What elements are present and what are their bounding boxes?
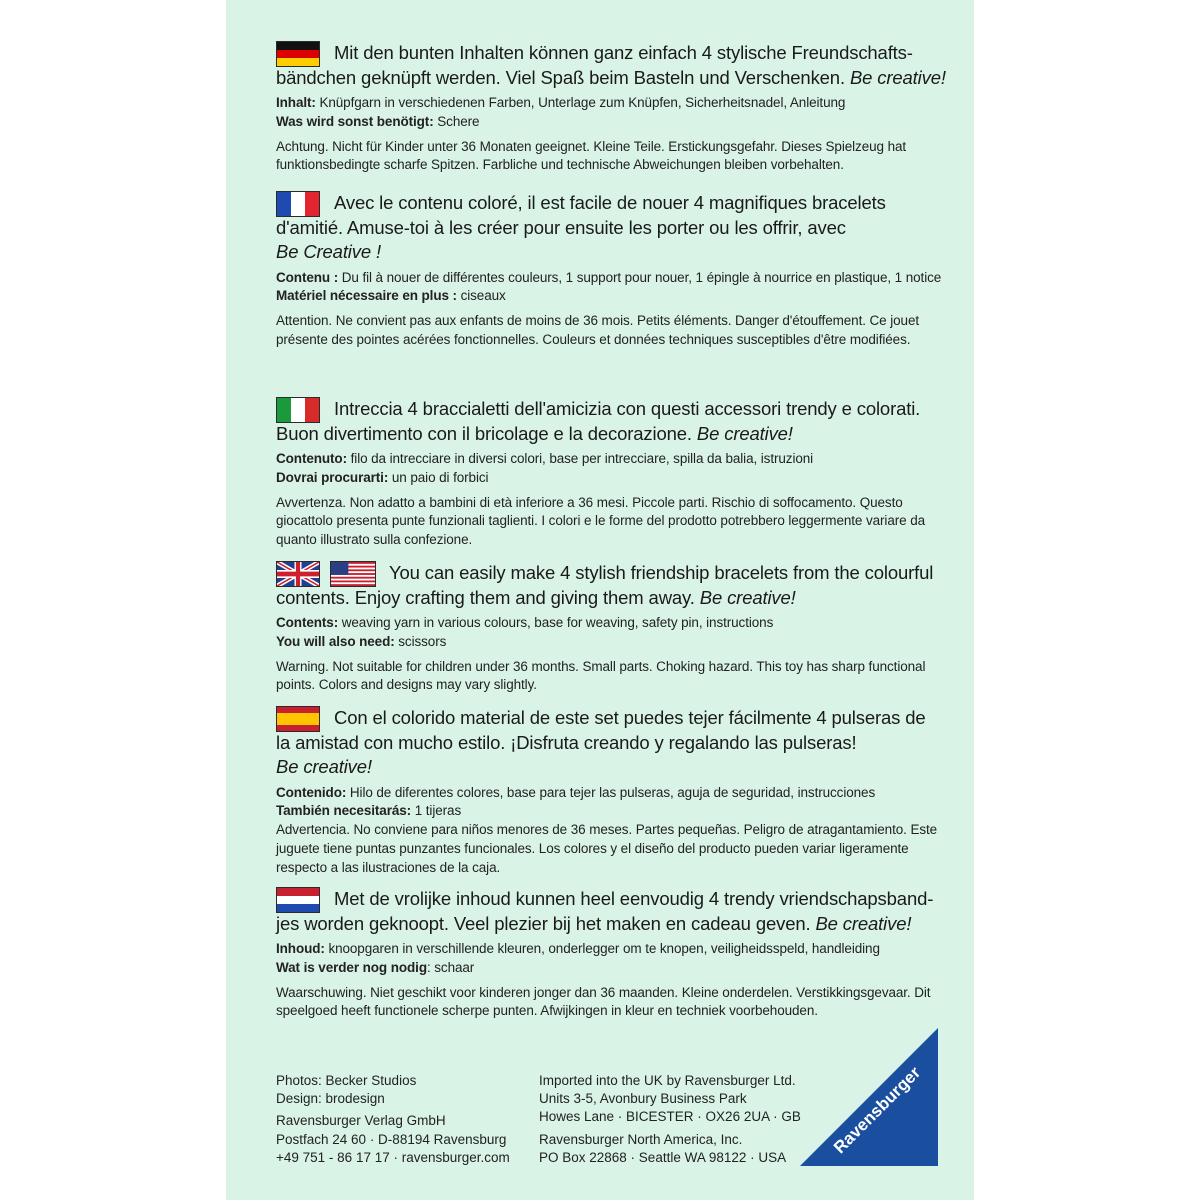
credits-block [276,1072,510,1167]
lead-tagline: Be Creative ! [276,241,381,262]
lead-text [276,706,948,780]
credit-photos: Photos: Becker Studios [276,1073,417,1088]
lead-line-1: Avec le contenu coloré, il est facile de nouer 4 magnifiques bracelets [334,192,886,213]
contents-line [276,940,948,959]
need-text: un paio di forbici [391,469,489,485]
lead-text [276,561,948,610]
lead-line-1: You can easily make 4 stylish friendship bracelets from the colourful [389,562,934,583]
contents-text: filo da intrecciare in diversi colori, base per intrecciare, spilla da balia, istruzioni [350,451,814,466]
spain-flag-icon [276,706,320,732]
lead-line-2: jes worden geknoopt. Veel plezier bij het maken en cadeau geven. [276,912,811,934]
contents-label: Inhoud: [276,941,325,956]
contents-text: Hilo de diferentes colores, base para tejer las pulseras, aguja de seguridad, instrucciones [349,784,876,800]
france-flag-icon [276,191,320,217]
uk-flag-icon [276,561,320,587]
section-spanish [276,706,948,877]
contents-label: Contenu : [276,269,339,285]
lead-text [276,887,948,936]
section-dutch [276,887,948,1021]
warning-text: Advertencia. No conviene para niños menores de 36 meses. Partes pequeñas. Peligro de atragantamiento. Este juguete tiene puntas punzantes funcionales. Los colores y el diseño del producto pueden variar ligeramente respecto a las ilustraciones de la caja. [276,822,938,875]
contents-text: knoopgaren in verschillende kleuren, onderlegger om te knopen, veiligheidsspeld, handleiding [328,941,880,956]
contents-line [276,614,948,633]
importer-line-1: Imported into the UK by Ravensburger Ltd. [539,1073,796,1088]
warning-text: Attention. Ne convient pas aux enfants de moins de 36 mois. Petits éléments. Danger d'étouffement. Ce jouet présente des pointes acérées fonctionnelles. Couleurs et données techniques susceptibles d'être modifiées. [276,313,920,347]
lead-line-2: d'amitié. Amuse-toi à les créer pour ensuite les porter ou les offrir, avec [276,216,846,238]
section-french [276,191,948,350]
need-label: You will also need: [276,633,395,649]
contents-label: Contenido: [276,784,347,800]
warning-text: Avvertenza. Non adatto a bambini di età inferiore a 36 mesi. Piccole parti. Rischio di soffocamento. Questo giocattolo presenta punte funzionali taglienti. I colori e le forme del prodotto potrebbero leggermente variare da quanto illustrato sulla confezione. [276,494,926,548]
lead-line-1: Intreccia 4 braccialetti dell'amicizia con questi accessori trendy e colorati. [334,398,921,419]
credit-address: Postfach 24 60 · D-88194 Ravensburg [276,1131,507,1147]
contents-line [276,784,948,803]
lead-line-2: contents. Enjoy crafting them and giving them away. [276,586,695,608]
need-label: Was wird sonst benötigt: [276,113,434,129]
need-line [276,287,948,306]
need-text: : schaar [426,959,475,975]
need-line [276,802,948,821]
lead-line-1: Mit den bunten Inhalten können ganz einfach 4 stylische Freundschafts- [334,42,913,63]
lead-line-2: la amistad con mucho estilo. ¡Disfruta creando y regalando las pulseras! [276,731,857,753]
warning-text: Waarschuwing. Niet geschikt voor kinderen jonger dan 36 maanden. Kleine onderdelen. Verstikkingsgevaar. Dit speelgoed heeft functionele scherpe punten. Afwijkingen in kleur en techniek voorbehouden. [276,984,931,1019]
italy-flag-icon [276,397,320,423]
need-line [276,113,948,132]
logo-text: Ravensburger [829,1062,925,1158]
ravensburger-logo [800,1028,938,1166]
need-label: Wat is verder nog nodig [276,959,427,975]
warning-text: Achtung. Nicht für Kinder unter 36 Monaten geeignet. Kleine Teile. Erstickungsgefahr. Dieses Spielzeug hat funktionsbedingte scharfe Spitzen. Farbliche und technische Abweichungen bleiben vorbehalten. [276,138,907,173]
lead-text [276,41,948,90]
contents-line [276,450,948,469]
need-label: Dovrai procurarti: [276,469,389,485]
contents-line [276,269,948,288]
contents-text: Du fil à nouer de différentes couleurs, 1 support pour nouer, 1 épingle à nourrice en plastique, 1 notice [341,269,942,285]
contents-label: Inhalt: [276,95,316,110]
contents-text: weaving yarn in various colours, base for weaving, safety pin, instructions [341,615,774,630]
contents-line [276,94,948,113]
credit-company: Ravensburger Verlag GmbH [276,1113,446,1129]
need-text: 1 tijeras [414,803,462,819]
contents-label: Contents: [276,615,339,630]
importer-line-3: Howes Lane · BICESTER · OX26 2UA · GB [539,1109,801,1125]
credit-contact: +49 751 - 86 17 17 · ravensburger.com [276,1149,510,1165]
netherlands-flag-icon [276,887,320,913]
section-italian [276,397,948,550]
need-line [276,469,948,488]
lead-tagline: Be creative! [699,586,796,608]
germany-flag-icon [276,41,320,67]
lead-tagline: Be creative! [815,912,912,934]
lead-line-1: Met de vrolijke inhoud kunnen heel eenvoudig 4 trendy vriendschapsband- [334,888,934,909]
need-line [276,633,948,652]
need-text: Schere [437,113,480,129]
lead-line-1: Con el colorido material de este set puedes tejer fácilmente 4 pulseras de [334,707,926,728]
lead-tagline: Be creative! [276,756,372,777]
contents-label: Contenuto: [276,451,347,466]
package-back-panel [226,0,974,1200]
us-flag-icon [330,561,376,587]
section-german [276,41,948,175]
need-text: ciseaux [460,288,506,304]
credit-design: Design: brodesign [276,1091,385,1107]
contents-text: Knüpfgarn in verschiedenen Farben, Unterlage zum Knüpfen, Sicherheitsnadel, Anleitung [319,95,846,110]
importer-line-2: Units 3-5, Avonbury Business Park [539,1091,747,1107]
lead-tagline: Be creative! [849,66,946,88]
importer-line-4: Ravensburger North America, Inc. [539,1131,743,1147]
need-text: scissors [398,633,447,649]
need-label: También necesitarás: [276,803,412,819]
warning-text: Warning. Not suitable for children under 36 months. Small parts. Choking hazard. This toy has sharp functional points. Colors and designs may vary slightly. [276,658,926,693]
lead-tagline: Be creative! [696,422,793,444]
lead-text [276,397,948,446]
need-line [276,959,948,978]
importer-line-5: PO Box 22868 · Seattle WA 98122 · USA [539,1149,787,1165]
lead-line-2: Buon divertimento con il bricolage e la decorazione. [276,422,692,444]
lead-text [276,191,948,265]
importer-block [539,1072,801,1167]
section-english [276,561,948,695]
lead-line-2: bändchen geknüpft werden. Viel Spaß beim Basteln und Verschenken. [276,66,845,88]
need-label: Matériel nécessaire en plus : [276,288,457,304]
